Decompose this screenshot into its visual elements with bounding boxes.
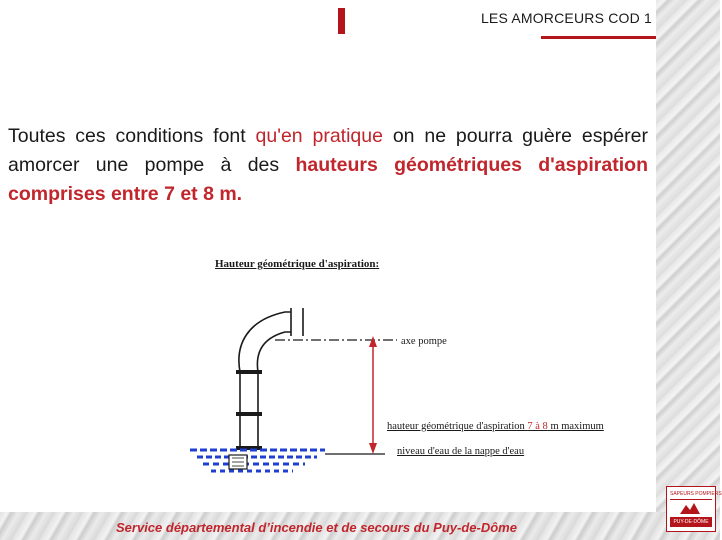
slide-title: LES AMORCEURS COD 1 [480, 10, 652, 26]
label-suction-height-b: 7 à 8 [527, 421, 548, 432]
label-suction-height [387, 421, 604, 432]
footer-text: Service départemental d’incendie et de secours du Puy-de-Dôme [116, 520, 517, 535]
body-text-highlight: qu'en pratique [255, 125, 383, 147]
diagram-title: Hauteur géométrique d'aspiration: [215, 258, 380, 270]
label-pump-axis: axe pompe [401, 336, 447, 347]
height-arrow-head-bottom [369, 443, 377, 454]
pipe-coupling-1 [236, 370, 262, 374]
body-text-part-3: on ne pourra guère espérer amorcer une pompe à des [8, 125, 648, 176]
label-water-level: niveau d'eau de la nappe d'eau [397, 446, 525, 457]
red-accent-bar [338, 8, 345, 34]
water-surface [190, 450, 325, 471]
body-text-part-1: Toutes ces conditions font [8, 125, 256, 147]
pipe-coupling-3 [236, 446, 262, 450]
logo-top-text: SAPEURS POMPIERS [670, 490, 712, 500]
sdis-logo [666, 486, 722, 532]
metal-texture-right [656, 0, 720, 540]
label-suction-height-c: m maximum [547, 421, 604, 432]
height-arrow-head-top [369, 336, 377, 347]
logo-emblem-icon [679, 501, 701, 515]
pipe-coupling-2 [236, 412, 262, 416]
body-paragraph [8, 122, 648, 209]
logo-bottom-text: PUY-DE-DÔME [670, 517, 712, 527]
label-suction-height-a: hauteur géométrique d'aspiration [387, 421, 528, 432]
pipe-bend-inner [257, 332, 291, 372]
body-text-emphasis: hauteurs géométriques d'aspiration comprises entre 7 et 8 m. [8, 154, 648, 205]
title-underline [541, 36, 656, 39]
suction-height-diagram [185, 250, 655, 480]
